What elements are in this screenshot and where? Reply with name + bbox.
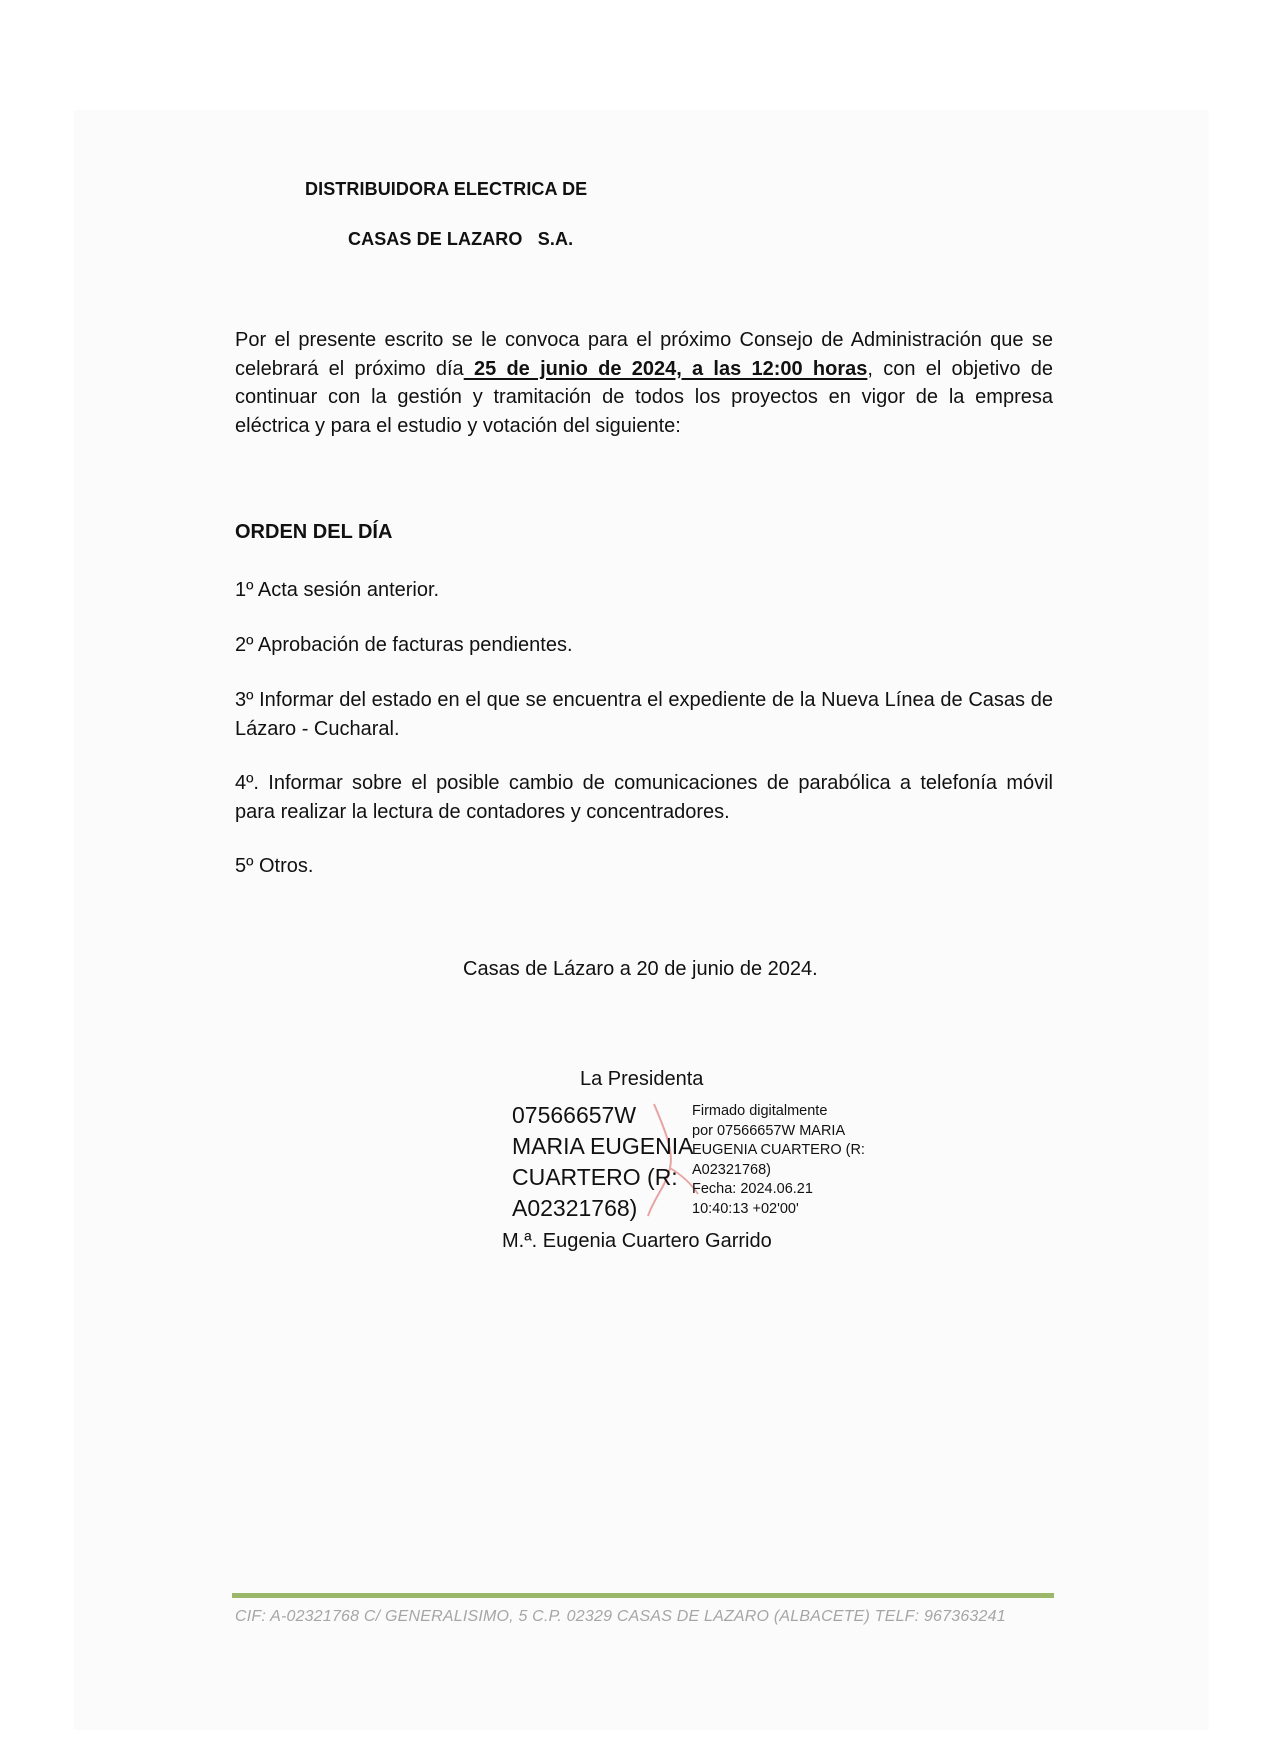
agenda-item-2: 2º Aprobación de facturas pendientes. (235, 634, 573, 656)
signature-detail-line: por 07566657W MARIA (692, 1122, 846, 1139)
signature-name-line: MARIA EUGENIA (512, 1133, 694, 1159)
agenda-item-1: 1º Acta sesión anterior. (235, 579, 440, 601)
signature-detail-line: A02321768) (692, 1161, 772, 1178)
place-date-line: Casas de Lázaro a 20 de junio de 2024. (463, 958, 818, 980)
agenda-item-3: 3º Informar del estado en el que se encuentra el expediente de la Nueva Línea de Casas de Lázaro - Cucharal. (235, 689, 1053, 740)
agenda-item-4: 4º. Informar sobre el posible cambio de comunicaciones de parabólica a telefonía móvil para realizar la lectura de contadores y concentradores. (235, 772, 1053, 823)
signature-detail-line: Fecha: 2024.06.21 (692, 1181, 813, 1198)
signature-name-line: CUARTERO (R: (512, 1164, 678, 1190)
intro-paragraph (235, 326, 1053, 440)
signature-name-line: A02321768) (512, 1195, 638, 1221)
footer-company-info: CIF: A-02321768 C/ GENERALISIMO, 5 C.P. 02329 CASAS DE LAZARO (ALBACETE) TELF: 967363241 (235, 1608, 1006, 1625)
company-name-line2: CASAS DE LAZARO S.A. (348, 229, 574, 249)
digital-signature-details (692, 1102, 865, 1220)
agenda-item-5: 5º Otros. (235, 855, 314, 877)
signature-name-line: 07566657W (512, 1102, 637, 1128)
footer-divider (232, 1593, 1054, 1598)
signature-detail-line: Firmado digitalmente (692, 1103, 828, 1119)
signature-detail-line: EUGENIA CUARTERO (R: (692, 1142, 865, 1159)
signature-detail-line: 10:40:13 +02'00' (692, 1200, 799, 1217)
intro-text-after: , con el objetivo de continuar con la gestión y tramitación de todos los proyectos en vigor de la empresa eléctrica y para el estudio y votación del siguiente: (235, 357, 1053, 437)
intro-text-before: Por el presente escrito se le convoca para el próximo Consejo de Administración que se celebrará el próximo día (235, 329, 1053, 380)
signer-role: La Presidenta (580, 1068, 704, 1090)
signer-full-name: M.ª. Eugenia Cuartero Garrido (502, 1230, 772, 1252)
meeting-date-highlight: 25 de junio de 2024, a las 12:00 horas (463, 357, 868, 380)
company-name-line1: DISTRIBUIDORA ELECTRICA DE (305, 179, 588, 199)
digital-signature-name (512, 1100, 693, 1224)
agenda-title: ORDEN DEL DÍA (235, 521, 393, 543)
